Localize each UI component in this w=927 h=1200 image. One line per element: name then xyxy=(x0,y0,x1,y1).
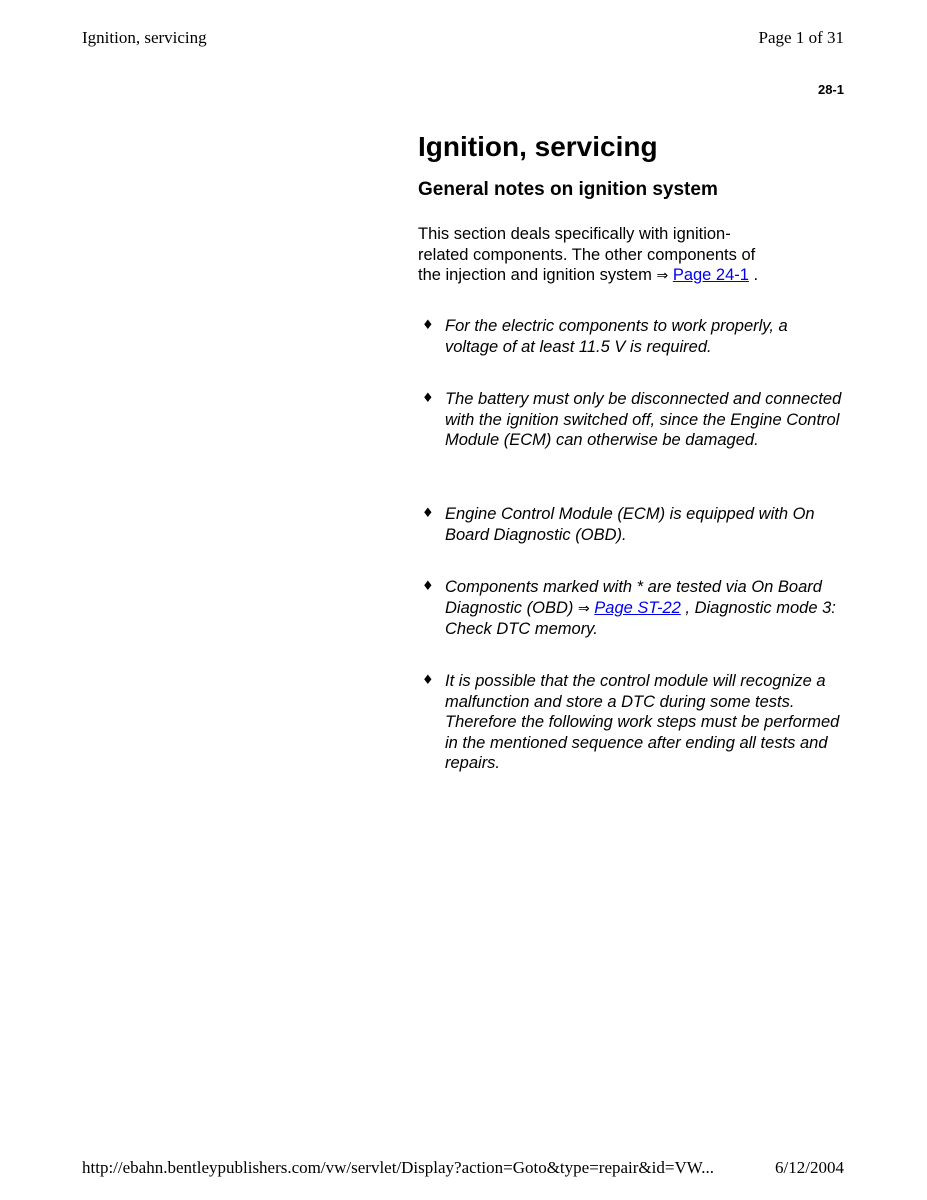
list-item xyxy=(422,577,842,640)
diamond-bullet-icon: ♦ xyxy=(422,673,434,688)
bullet-text: The battery must only be disconnected and connected with the ignition switched off, since the Engine Control Module (ECM) can otherwise be damaged. xyxy=(445,390,842,449)
list-item xyxy=(422,504,842,545)
link-page-24-1[interactable]: Page 24-1 xyxy=(672,266,749,284)
list-item xyxy=(422,389,842,451)
bullet-text: Engine Control Module (ECM) is equipped with On Board Diagnostic (OBD). xyxy=(445,505,815,544)
intro-line-1: This section deals specifically with ignition- xyxy=(418,225,731,243)
header-doc-title: Ignition, servicing xyxy=(82,28,207,47)
arrow-icon: ⇒ xyxy=(656,268,669,284)
intro-line-2: related components. The other components of xyxy=(418,245,756,264)
diamond-bullet-icon: ♦ xyxy=(422,506,434,521)
page-subtitle: General notes on ignition system xyxy=(418,179,718,200)
list-item xyxy=(422,316,842,357)
bullet-text-before: Components marked with * are tested via On Board Diagnostic (OBD) xyxy=(445,578,822,617)
bullet-text-after: , Diagnostic mode 3: Check DTC memory. xyxy=(445,598,836,638)
section-code: 28-1 xyxy=(817,82,844,97)
bullet-text: For the electric components to work properly, a voltage of at least 11.5 V is required. xyxy=(445,317,788,356)
arrow-icon: ⇒ xyxy=(577,600,590,617)
diamond-bullet-icon: ♦ xyxy=(422,579,434,594)
page-title: Ignition, servicing xyxy=(418,131,658,162)
header-page-indicator: Page 1 of 31 xyxy=(758,28,844,47)
main-content xyxy=(418,128,848,287)
footer-date: 6/12/2004 xyxy=(775,1158,844,1177)
diamond-bullet-icon: ♦ xyxy=(422,391,434,406)
intro-after: . xyxy=(748,266,759,284)
intro-line-3: the injection and ignition system xyxy=(418,266,652,284)
link-page-st-22[interactable]: Page ST-22 xyxy=(594,598,681,617)
intro-paragraph xyxy=(418,224,818,287)
page-footer xyxy=(82,1158,844,1178)
bullet-text xyxy=(445,577,842,640)
footer-url: http://ebahn.bentleypublishers.com/vw/servlet/Display?action=Goto&type=repair&id=VW... xyxy=(82,1158,714,1177)
diamond-bullet-icon: ♦ xyxy=(422,318,434,333)
bullet-text: It is possible that the control module will recognize a malfunction and store a DTC during some tests. Therefore the following work steps must be performed in the mentioned sequence after ending all tests and repairs. xyxy=(445,672,840,772)
list-item xyxy=(422,671,842,774)
